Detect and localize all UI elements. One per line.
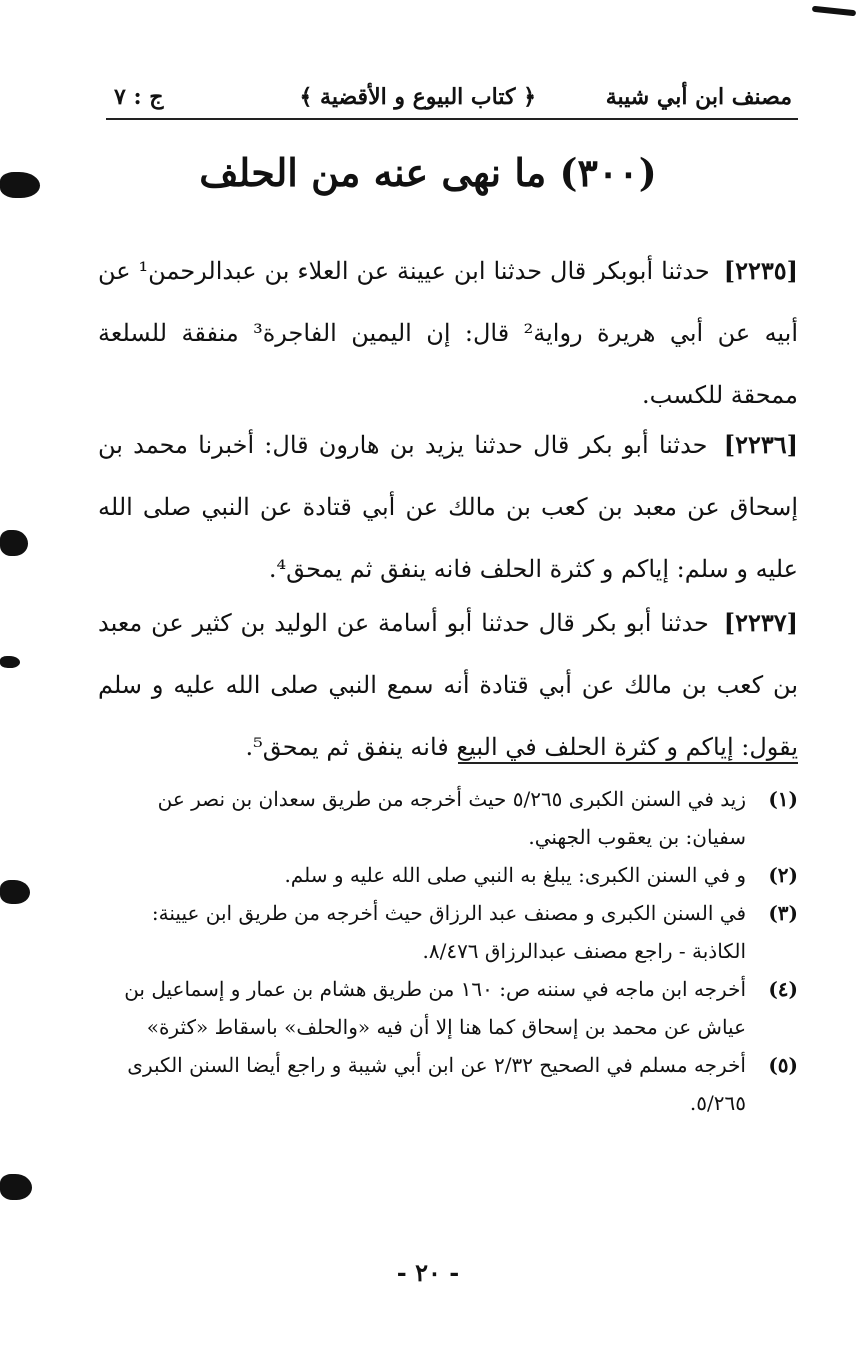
footnote-divider (458, 762, 798, 764)
chapter-title: (٣٠٠) ما نهى عنه من الحلف (199, 150, 657, 195)
footnote-number: (٥) (768, 1053, 798, 1077)
footnotes-list (98, 780, 798, 1122)
header-book-title: مصنف ابن أبي شيبة (605, 84, 792, 110)
scan-mark-top (812, 6, 856, 17)
footnote-number: (٢) (768, 863, 798, 887)
footnote-text: و في السنن الكبرى: يبلغ به النبي صلى الله عليه و سلم. (284, 863, 746, 887)
footnote-number: (٣) (768, 901, 798, 925)
scan-mark-left-5 (0, 1174, 32, 1200)
header-volume: ج : ٧ (114, 84, 164, 110)
footnote-item (98, 856, 798, 894)
running-header (106, 78, 798, 120)
footnote-item (98, 780, 798, 856)
footnote-item (98, 970, 798, 1046)
hadith-text: حدثنا أبو بكر قال حدثنا أبو أسامة عن الوليد بن كثير عن معبد بن كعب بن مالك عن أبي قتادة أنه سمع النبي صلى الله عليه و سلم يقول: إياكم و كثرة الحلف في البيع فانه ينفق ثم يمحق⁵. (98, 609, 798, 761)
hadith-text: حدثنا أبوبكر قال حدثنا ابن عيينة عن العلاء بن عبدالرحمن¹ عن أبيه عن أبي هريرة رواية² قال: إن اليمين الفاجرة³ منفقة للسلعة ممحقة للكسب. (98, 257, 799, 409)
hadith-paragraph (98, 414, 798, 600)
footnote-number: (٤) (768, 977, 798, 1001)
footnote-number: (١) (768, 787, 798, 811)
footnote-item (98, 1046, 798, 1122)
hadith-number: [٢٢٣٦] (723, 430, 798, 459)
scan-mark-left-4 (0, 880, 30, 904)
page-number: - ٢٠ - (396, 1258, 460, 1287)
hadith-number: [٢٢٣٥] (723, 256, 798, 285)
hadith-text: حدثنا أبو بكر قال حدثنا يزيد بن هارون قال: أخبرنا محمد بن إسحاق عن معبد بن كعب بن مالك عن أبي قتادة عن النبي صلى الله عليه و سلم: إياكم و كثرة الحلف فانه ينفق ثم يمحق⁴. (98, 431, 798, 583)
footnote-item (98, 894, 798, 970)
hadith-paragraph (98, 240, 798, 426)
scan-mark-left-3 (0, 656, 20, 668)
scan-mark-left-2 (0, 530, 28, 556)
footnote-text: أخرجه مسلم في الصحيح ٢/٣٢ عن ابن أبي شيبة و راجع أيضا السنن الكبرى ٥/٢٦٥. (127, 1053, 746, 1115)
footnote-text: زيد في السنن الكبرى ٥/٢٦٥ حيث أخرجه من طريق سعدان بن نصر عن سفيان: بن يعقوب الجهني. (157, 787, 746, 849)
hadith-paragraph (98, 592, 798, 778)
hadith-number: [٢٢٣٧] (723, 608, 799, 637)
footnote-text: في السنن الكبرى و مصنف عبد الرزاق حيث أخرجه من طريق ابن عيينة: الكاذبة - راجع مصنف عبدالرزاق ٨/٤٧٦. (151, 901, 746, 963)
footnote-text: أخرجه ابن ماجه في سننه ص: ١٦٠ من طريق هشام بن عمار و إسماعيل بن عياش عن محمد بن إسحاق كما هنا إلا أن فيه «والحلف» باسقاط «كثرة» (124, 977, 746, 1039)
header-chapter-name: ﴿ كتاب البيوع و الأقضية ﴾ (299, 84, 536, 110)
